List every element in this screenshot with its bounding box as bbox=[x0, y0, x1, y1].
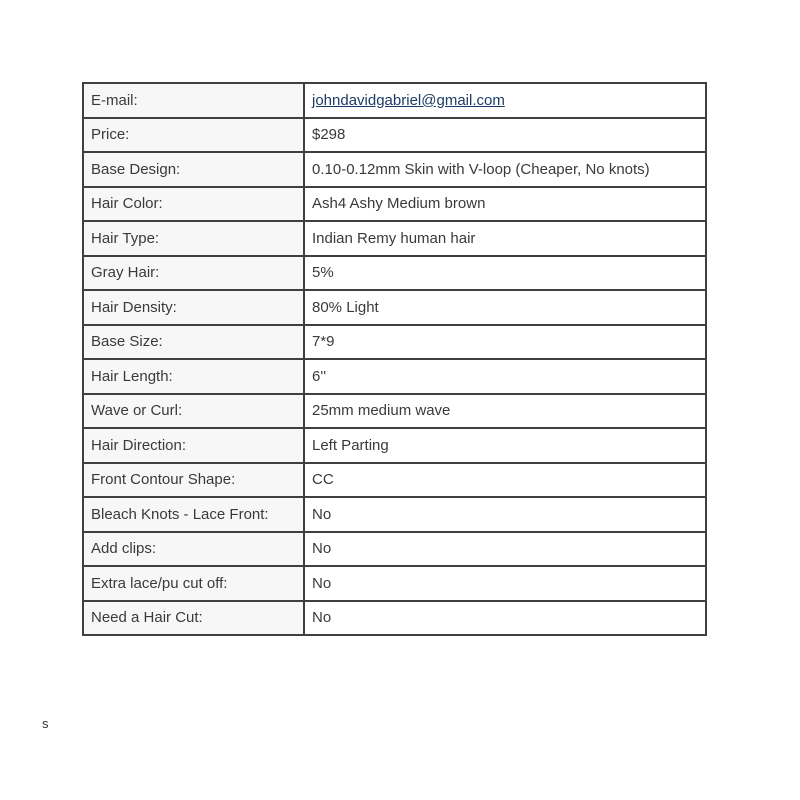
table-row bbox=[83, 256, 706, 291]
email-link[interactable]: johndavidgabriel@gmail.com bbox=[312, 91, 505, 109]
row-value: Ash4 Ashy Medium brown bbox=[304, 187, 706, 222]
table-row bbox=[83, 221, 706, 256]
row-value: 6'' bbox=[304, 359, 706, 394]
table-row bbox=[83, 428, 706, 463]
table-row bbox=[83, 566, 706, 601]
row-value: No bbox=[304, 532, 706, 567]
table-row bbox=[83, 359, 706, 394]
table-row bbox=[83, 325, 706, 360]
row-value: Indian Remy human hair bbox=[304, 221, 706, 256]
row-label: Price: bbox=[83, 118, 304, 153]
row-value: No bbox=[304, 601, 706, 636]
row-label: Base Size: bbox=[83, 325, 304, 360]
row-value: $298 bbox=[304, 118, 706, 153]
row-value: 25mm medium wave bbox=[304, 394, 706, 429]
row-label: Bleach Knots - Lace Front: bbox=[83, 497, 304, 532]
row-value: 0.10-0.12mm Skin with V-loop (Cheaper, No knots) bbox=[304, 152, 706, 187]
table-row bbox=[83, 394, 706, 429]
row-label: Hair Type: bbox=[83, 221, 304, 256]
table-row bbox=[83, 187, 706, 222]
row-label: Wave or Curl: bbox=[83, 394, 304, 429]
row-label: Extra lace/pu cut off: bbox=[83, 566, 304, 601]
row-value: No bbox=[304, 566, 706, 601]
table-row bbox=[83, 290, 706, 325]
table-row bbox=[83, 152, 706, 187]
row-label: Add clips: bbox=[83, 532, 304, 567]
row-label: Hair Direction: bbox=[83, 428, 304, 463]
row-label: Hair Color: bbox=[83, 187, 304, 222]
row-label: E-mail: bbox=[83, 83, 304, 118]
table-row bbox=[83, 118, 706, 153]
table-row bbox=[83, 497, 706, 532]
row-value: CC bbox=[304, 463, 706, 498]
table-row bbox=[83, 83, 706, 118]
row-value: Left Parting bbox=[304, 428, 706, 463]
row-label: Hair Density: bbox=[83, 290, 304, 325]
row-value: 7*9 bbox=[304, 325, 706, 360]
row-label: Base Design: bbox=[83, 152, 304, 187]
row-label: Gray Hair: bbox=[83, 256, 304, 291]
table-row bbox=[83, 463, 706, 498]
table-row bbox=[83, 532, 706, 567]
row-value bbox=[304, 83, 706, 118]
row-label: Front Contour Shape: bbox=[83, 463, 304, 498]
row-value: 5% bbox=[304, 256, 706, 291]
row-value: No bbox=[304, 497, 706, 532]
trailing-text: s bbox=[42, 716, 49, 731]
table-row bbox=[83, 601, 706, 636]
row-value: 80% Light bbox=[304, 290, 706, 325]
order-details-table bbox=[82, 82, 707, 636]
row-label: Hair Length: bbox=[83, 359, 304, 394]
row-label: Need a Hair Cut: bbox=[83, 601, 304, 636]
